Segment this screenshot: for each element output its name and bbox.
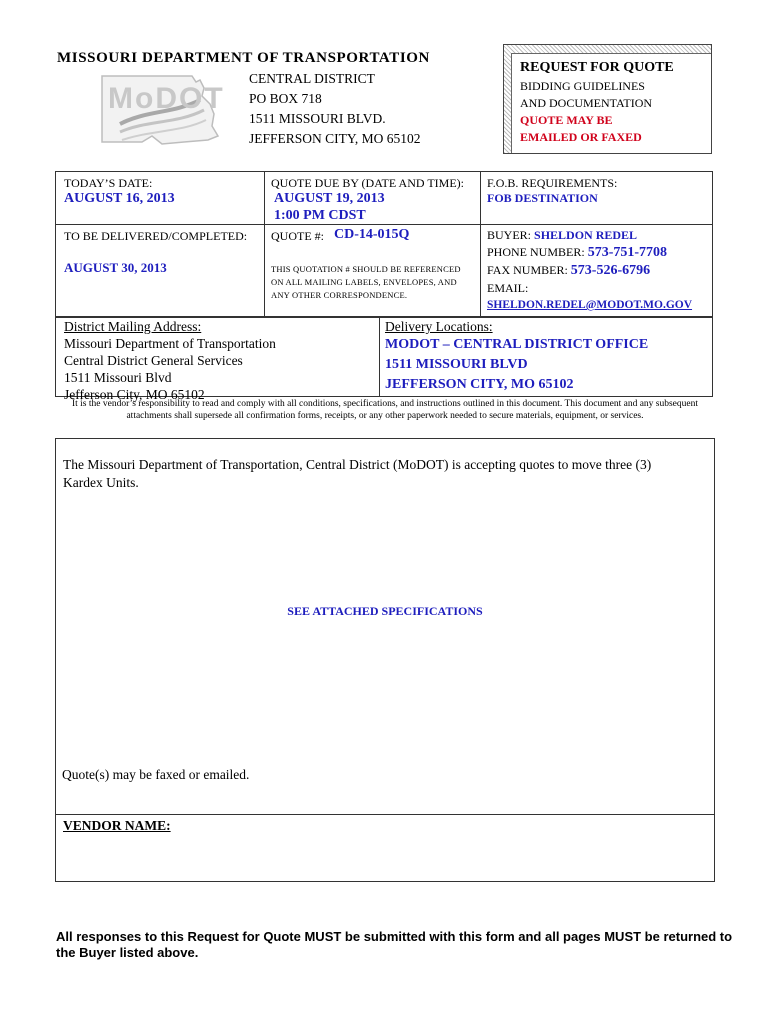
main-description: The Missouri Department of Transportation, Central District (MoDOT) is accepting quotes to move three (3) Kardex Units.	[63, 457, 652, 490]
delivery-line: MODOT – CENTRAL DISTRICT OFFICE	[385, 337, 649, 352]
logo-text: MoDOT	[108, 82, 225, 115]
deliver-label: TO BE DELIVERED/COMPLETED:	[64, 229, 248, 243]
rfq-line: BIDDING GUIDELINES	[520, 79, 645, 93]
rfq-title: REQUEST FOR QUOTE	[520, 60, 674, 75]
address-line: CENTRAL DISTRICT	[249, 71, 375, 86]
buyer-name: SHELDON REDEL	[534, 228, 638, 242]
mailing-line: Jefferson City, MO 65102	[64, 387, 205, 402]
phone-label: PHONE NUMBER:	[487, 245, 585, 259]
disclaimer: It is the vendor’s responsibility to read and comply with all conditions, specifications, and instructions outlined in this document. This document and any subsequent attachments shall supersede all confirmation forms, receipts, or any other paperwork needed to secure materials, equipment, or services.	[71, 399, 699, 421]
todays-date-value: AUGUST 16, 2013	[64, 191, 175, 206]
quote-due-label: QUOTE DUE BY (DATE AND TIME):	[271, 176, 464, 190]
rfq-box	[503, 44, 712, 154]
delivery-label: Delivery Locations:	[385, 319, 493, 334]
quote-number-label: QUOTE #:	[271, 229, 324, 243]
main-box	[55, 438, 715, 882]
info-grid	[55, 171, 713, 317]
mailing-line: Missouri Department of Transportation	[64, 336, 276, 351]
buyer-label: BUYER:	[487, 228, 532, 242]
modot-logo	[92, 70, 242, 148]
address-grid	[55, 317, 713, 402]
footer-note: All responses to this Request for Quote MUST be submitted with this form and all pages MUST be returned to the Buyer listed above.	[56, 929, 733, 960]
address-line: 1511 MISSOURI BLVD.	[249, 111, 386, 126]
attached-specifications-link[interactable]: SEE ATTACHED SPECIFICATIONS	[287, 604, 483, 618]
quote-due-date: AUGUST 19, 2013	[274, 191, 385, 206]
vendor-name-label: VENDOR NAME:	[63, 818, 171, 833]
quote-due-time: 1:00 PM CDST	[274, 208, 366, 223]
fax-label: FAX NUMBER:	[487, 263, 568, 277]
mailing-line: 1511 Missouri Blvd	[64, 370, 172, 385]
phone-value: 573-751-7708	[587, 245, 668, 260]
delivery-line: JEFFERSON CITY, MO 65102	[385, 377, 574, 392]
rfq-line: AND DOCUMENTATION	[520, 96, 653, 110]
buyer-row	[487, 228, 637, 243]
todays-date-label: TODAY’S DATE:	[64, 176, 153, 190]
fob-value: FOB DESTINATION	[487, 191, 598, 205]
address-line: PO BOX 718	[249, 91, 322, 106]
fax-note: Quote(s) may be faxed or emailed.	[62, 767, 250, 782]
fax-value: 573-526-6796	[570, 263, 651, 278]
header-address	[249, 69, 421, 149]
quote-note: THIS QUOTATION # SHOULD BE REFERENCED ON ALL MAILING LABELS, ENVELOPES, AND ANY OTHER CORRESPONDENCE.	[271, 264, 461, 300]
mailing-address	[64, 318, 276, 403]
delivery-locations	[385, 318, 648, 395]
mailing-label: District Mailing Address:	[64, 319, 202, 334]
address-line: JEFFERSON CITY, MO 65102	[249, 131, 421, 146]
rfq-line: QUOTE MAY BE	[520, 113, 613, 127]
email-link[interactable]: SHELDON.REDEL@MODOT.MO.GOV	[487, 299, 693, 311]
mailing-line: Central District General Services	[64, 353, 243, 368]
fax-row	[487, 263, 650, 279]
delivery-line: 1511 MISSOURI BLVD	[385, 357, 528, 372]
vendor-divider	[55, 814, 715, 815]
phone-row	[487, 245, 667, 261]
rfq-line: EMAILED OR FAXED	[520, 130, 642, 144]
fob-label: F.O.B. REQUIREMENTS:	[487, 176, 618, 190]
deliver-date-value: AUGUST 30, 2013	[64, 260, 167, 275]
email-label: EMAIL:	[487, 281, 529, 295]
org-title: MISSOURI DEPARTMENT OF TRANSPORTATION	[57, 50, 430, 66]
quote-number-value: CD-14-015Q	[334, 227, 410, 242]
